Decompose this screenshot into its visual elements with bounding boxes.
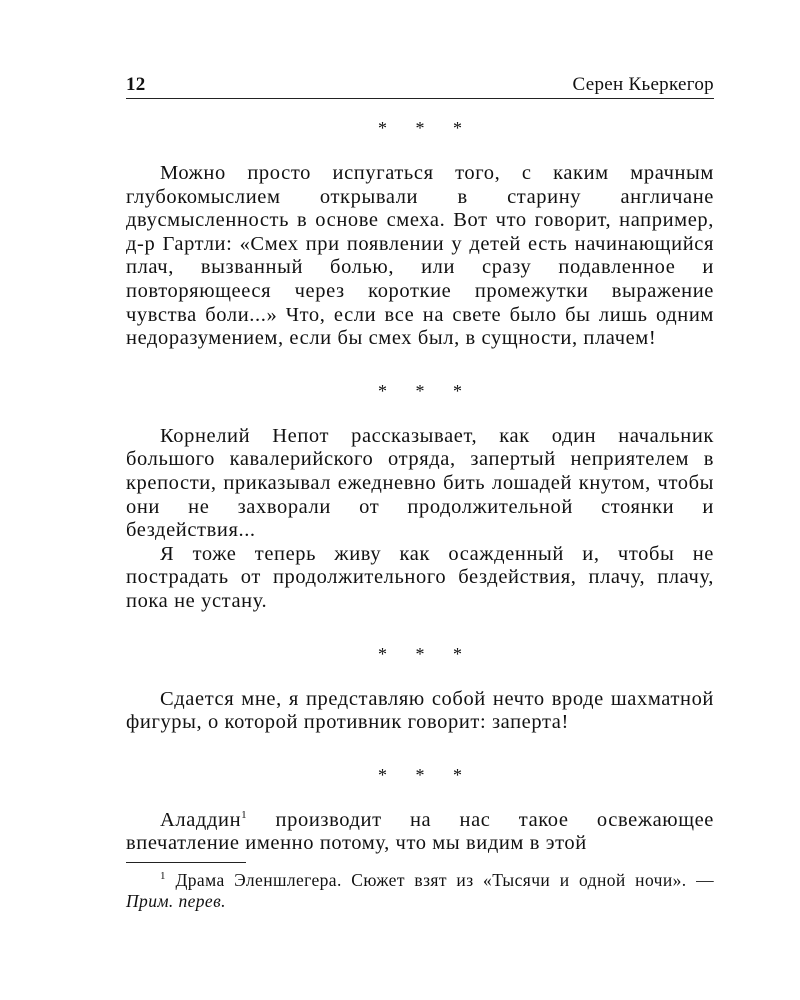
paragraph: Корнелий Непот рассказывает, как один начальник большого кавалерийского отряда, запертый неприятелем в крепости, приказывал ежедневно бить лошадей кнутом, чтобы они не захворали от продолжительной стоянки и бездействия...	[126, 424, 714, 542]
paragraph	[126, 809, 714, 856]
section-4	[126, 809, 714, 856]
section-separator: * * *	[378, 118, 474, 138]
paragraph-first-word: Аладдин	[160, 808, 242, 831]
paragraph-rest: производит на нас такое освежающее впечатление именно потому, что мы видим в этой	[126, 808, 714, 855]
footnote-reference[interactable]: 1	[241, 808, 248, 821]
section-separator: * * *	[378, 643, 474, 664]
section-3	[126, 688, 714, 735]
footnote-rule	[126, 862, 246, 863]
paragraph: Можно просто испугаться того, с каким мрачным глубокомыслием открывали в старину англичане двусмысленность в основе смеха. Вот что говорит, например, д-р Гартли: «Смех при появлении у детей есть начинающийся плач, вызванный болью, или сразу подавленное и повторяющееся через короткие промежутки выражение чувства боли...» Что, если все на свете было бы лишь одним недоразумением, если бы смех был, в сущности, плачем!	[126, 162, 714, 350]
running-title: Серен Кьеркегор	[572, 74, 714, 95]
section-separator: * * *	[378, 764, 474, 785]
header-rule	[126, 98, 714, 99]
footnote-text: Драма Эленшлегера. Сюжет взят из «Тысячи и одной ночи». —	[165, 870, 714, 890]
footnote-note: Прим. перев.	[126, 891, 226, 911]
section-separator: * * *	[378, 380, 474, 401]
running-header	[126, 74, 714, 96]
footnote	[126, 870, 714, 912]
body-text	[126, 116, 714, 884]
page-number: 12	[126, 74, 146, 95]
section-1	[126, 162, 714, 351]
footnote-mark: 1	[160, 870, 166, 883]
paragraph: Я тоже теперь живу как осажденный и, чтобы не пострадать от продолжительного бездействия, плачу, плачу, пока не устану.	[126, 542, 714, 612]
section-2	[126, 425, 714, 614]
paragraph: Сдается мне, я представляю собой нечто вроде шахматной фигуры, о которой противник говорит: заперта!	[126, 687, 714, 734]
